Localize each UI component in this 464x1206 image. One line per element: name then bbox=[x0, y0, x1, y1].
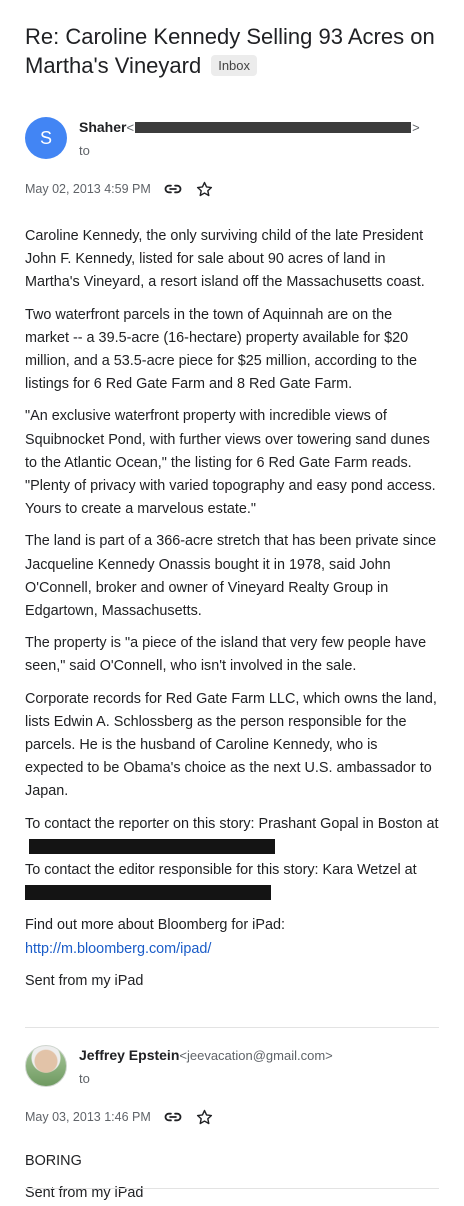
link-icon[interactable] bbox=[163, 1107, 183, 1127]
bloomberg-promo bbox=[25, 914, 439, 960]
message-header bbox=[25, 117, 439, 159]
body-paragraph: The property is "a piece of the island that very few people have seen," said O'Connell, who isn't involved in the sale. bbox=[25, 635, 427, 675]
redacted-reporter-email bbox=[29, 839, 275, 854]
bloomberg-ipad-link[interactable]: http://m.bloomberg.com/ipad/ bbox=[25, 940, 212, 957]
message-body bbox=[25, 1150, 439, 1205]
star-icon[interactable] bbox=[195, 1108, 214, 1127]
message-date: May 03, 2013 1:46 PM bbox=[25, 1110, 151, 1125]
sender-name[interactable]: Shaher bbox=[79, 119, 127, 135]
sender-email-close: > bbox=[412, 120, 420, 135]
message-divider bbox=[25, 1027, 439, 1028]
message-1 bbox=[25, 117, 439, 993]
sender-avatar-photo[interactable] bbox=[25, 1045, 67, 1087]
inbox-label-badge[interactable]: Inbox bbox=[211, 55, 257, 76]
sender-info bbox=[79, 117, 420, 158]
message-date: May 02, 2013 4:59 PM bbox=[25, 182, 151, 196]
star-icon[interactable] bbox=[195, 180, 214, 199]
recipient-to[interactable]: to bbox=[79, 143, 90, 158]
redacted-email bbox=[135, 122, 411, 133]
link-icon[interactable] bbox=[163, 179, 183, 199]
body-paragraph: "An exclusive waterfront property with incredible views of Squibnocket Pond, with further views over towering sand dunes to the Atlantic Ocean," the listing for 6 Red Gate Farm reads. "Plenty of privacy with varied topography and easy pond access. Yours to create a marvelous estate." bbox=[25, 408, 436, 518]
thread-subject bbox=[25, 0, 439, 80]
find-out-text: Find out more about Bloomberg for iPad: bbox=[25, 917, 285, 934]
contact-info bbox=[25, 813, 439, 906]
message-2 bbox=[25, 1045, 439, 1205]
body-paragraph: BORING bbox=[25, 1153, 82, 1170]
body-paragraph: Two waterfront parcels in the town of Aquinnah are on the market -- a 39.5-acre (16-hectare) property available for $20 million, and a 53.5-acre piece for $25 million, according to the listings for 6 Red Gate Farm and 8 Red Gate Farm. bbox=[25, 306, 417, 393]
sender-name[interactable]: Jeffrey Epstein bbox=[79, 1047, 180, 1064]
message-header bbox=[25, 1045, 439, 1087]
sender-email: <jeevacation@gmail.com> bbox=[179, 1048, 333, 1064]
signature: Sent from my iPad bbox=[25, 972, 144, 989]
message-body bbox=[25, 225, 439, 993]
body-paragraph: Corporate records for Red Gate Farm LLC, which owns the land, lists Edwin A. Schlossberg as the person responsible for the parcels. He is the husband of Caroline Kennedy, who is expected to be Obama's choice as the next U.S. ambassador to Japan. bbox=[25, 690, 437, 800]
redacted-editor-email bbox=[25, 885, 271, 900]
signature: Sent from my iPad bbox=[25, 1185, 144, 1202]
message-meta bbox=[25, 1107, 439, 1127]
body-paragraph: The land is part of a 366-acre stretch that has been private since Jacqueline Kennedy Onassis bought it in 1978, said John O'Connell, broker and owner of Vineyard Realty Group in Edgartown, Massachusetts. bbox=[25, 533, 437, 620]
body-paragraph: Caroline Kennedy, the only surviving child of the late President John F. Kennedy, listed for sale about 90 acres of land in Martha's Vineyard, a resort island off the Massachusetts coast. bbox=[25, 228, 425, 291]
sender-info bbox=[79, 1045, 333, 1086]
message-meta bbox=[25, 179, 439, 199]
message-divider bbox=[25, 1188, 439, 1189]
contact-reporter-text: To contact the reporter on this story: Prashant Gopal in Boston at bbox=[25, 815, 439, 832]
sender-email-open: < bbox=[126, 120, 135, 135]
contact-editor-text: To contact the editor responsible for this story: Kara Wetzel at bbox=[25, 862, 417, 879]
sender-avatar[interactable]: S bbox=[25, 117, 67, 159]
subject-text: Re: Caroline Kennedy Selling 93 Acres on Martha's Vineyard bbox=[25, 24, 435, 78]
recipient-to[interactable]: to bbox=[79, 1071, 90, 1087]
